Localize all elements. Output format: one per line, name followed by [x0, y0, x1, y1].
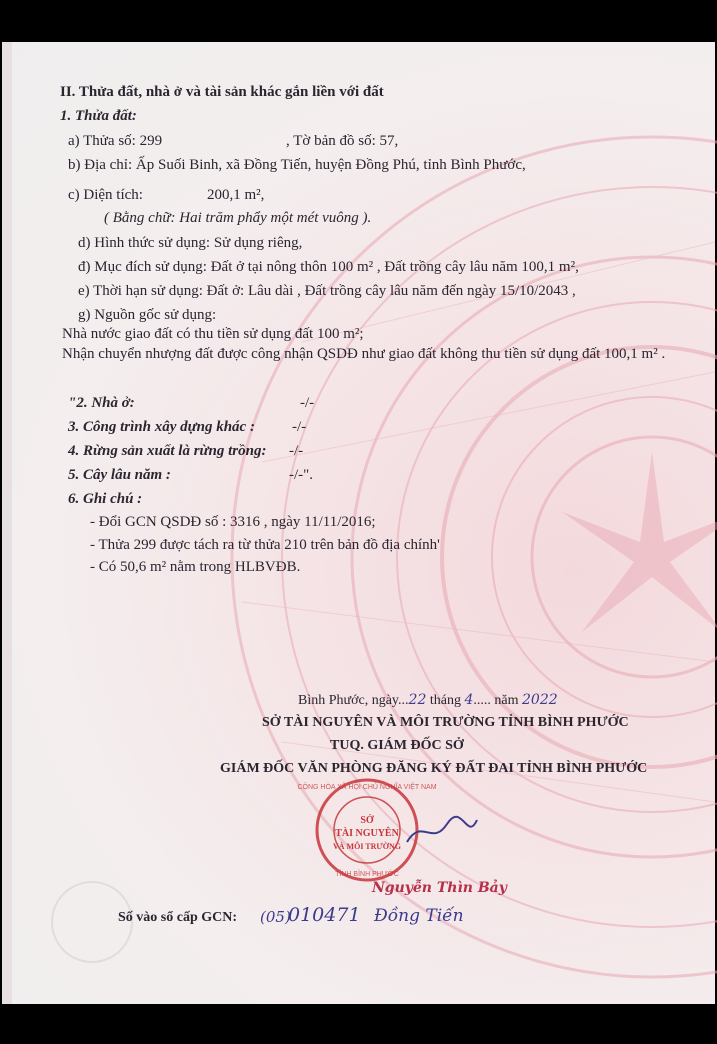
issue-date: [298, 692, 558, 709]
svg-text:TỈNH BÌNH PHƯỚC: TỈNH BÌNH PHƯỚC: [335, 871, 399, 878]
registry-handwritten: Đồng Tiến: [374, 906, 464, 926]
origin-line-1: Nhà nước giao đất có thu tiền sử dụng đất 100 m²;: [62, 326, 364, 342]
registry-prefix: (05): [260, 908, 291, 926]
parcel-number: a) Thửa số: 299: [68, 133, 163, 149]
usage-term: e) Thời hạn sử dụng: Đất ở: Lâu dài , Đất trồng cây lâu năm đến ngày 15/10/2043 ,: [78, 283, 576, 299]
authority-office: GIÁM ĐỐC VĂN PHÒNG ĐĂNG KÝ ĐẤT ĐAI TỈNH BÌNH PHƯỚC: [220, 761, 648, 776]
item-construction-label: 3. Công trình xây dựng khác :: [68, 419, 255, 435]
seal-line-2: TÀI NGUYÊN: [335, 828, 399, 839]
area-label: c) Diện tích:: [68, 187, 143, 203]
item-forest-value: -/-: [289, 443, 304, 459]
certificate-page: [2, 42, 715, 1004]
area-value: 200,1 m²,: [207, 187, 265, 203]
svg-text:CỘNG HÒA XÃ HỘI CHỦ NGHĨA VIỆT: CỘNG HÒA XÃ HỘI CHỦ NGHĨA VIỆT NAM: [297, 784, 437, 791]
date-month-label: tháng: [426, 693, 465, 708]
land-heading: 1. Thửa đất:: [60, 108, 137, 124]
usage-purpose: đ) Mục đích sử dụng: Đất ở tại nông thôn 100 m² , Đất trồng cây lâu năm 100,1 m²,: [78, 259, 579, 275]
section-title: II. Thửa đất, nhà ở và tài sản khác gắn liền với đất: [60, 84, 384, 100]
note-line: - Đổi GCN QSDĐ số : 3316 , ngày 11/11/2016;: [90, 514, 376, 530]
note-line: - Thửa 299 được tách ra từ thửa 210 trên bản đồ địa chính': [90, 537, 440, 553]
authority-delegation: TUQ. GIÁM ĐỐC SỞ: [330, 738, 464, 753]
registry-number: 010471: [288, 904, 361, 926]
origin-line-2: Nhận chuyển nhượng đất được công nhận QSDĐ như giao đất không thu tiền sử dụng đất 100,1 m² .: [62, 346, 666, 362]
authority-department: SỞ TÀI NGUYÊN VÀ MÔI TRƯỜNG TỈNH BÌNH PHƯỚC: [262, 715, 629, 730]
origin-label: g) Nguồn gốc sử dụng:: [78, 307, 217, 323]
item-construction-value: -/-: [292, 419, 307, 435]
notes-heading: 6. Ghi chú :: [68, 491, 143, 507]
registry-label: Số vào sổ cấp GCN:: [118, 910, 238, 925]
date-year-label: ..... năm: [473, 693, 522, 708]
signature-scribble-icon: [402, 812, 482, 852]
address: b) Địa chỉ: Ấp Suối Binh, xã Đồng Tiến, huyện Đồng Phú, tỉnh Bình Phước,: [68, 157, 526, 173]
date-day: 22: [408, 692, 427, 708]
map-sheet-number: , Tờ bản đồ số: 57,: [286, 133, 399, 149]
seal-line-1: SỞ: [360, 815, 374, 826]
note-line: - Có 50,6 m² nằm trong HLBVĐB.: [90, 559, 301, 575]
date-month: 4: [464, 692, 474, 708]
date-prefix: Bình Phước, ngày...: [298, 693, 409, 708]
signer-name: Nguyễn Thìn Bảy: [372, 880, 507, 896]
item-forest-label: 4. Rừng sản xuất là rừng trồng:: [68, 443, 267, 459]
item-house-value: -/-: [300, 395, 315, 411]
seal-line-3: VÀ MÔI TRƯỜNG: [333, 842, 401, 851]
usage-form: d) Hình thức sử dụng: Sử dụng riêng,: [78, 235, 303, 251]
item-house-label: "2. Nhà ở:: [68, 395, 135, 411]
date-year: 2022: [522, 692, 558, 708]
area-in-words: ( Bằng chữ: Hai trăm phẩy một mét vuông ).: [104, 210, 372, 226]
item-perennial-value: -/-".: [289, 467, 314, 483]
seal-center-text: [332, 814, 402, 853]
item-perennial-label: 5. Cây lâu năm :: [68, 467, 171, 483]
